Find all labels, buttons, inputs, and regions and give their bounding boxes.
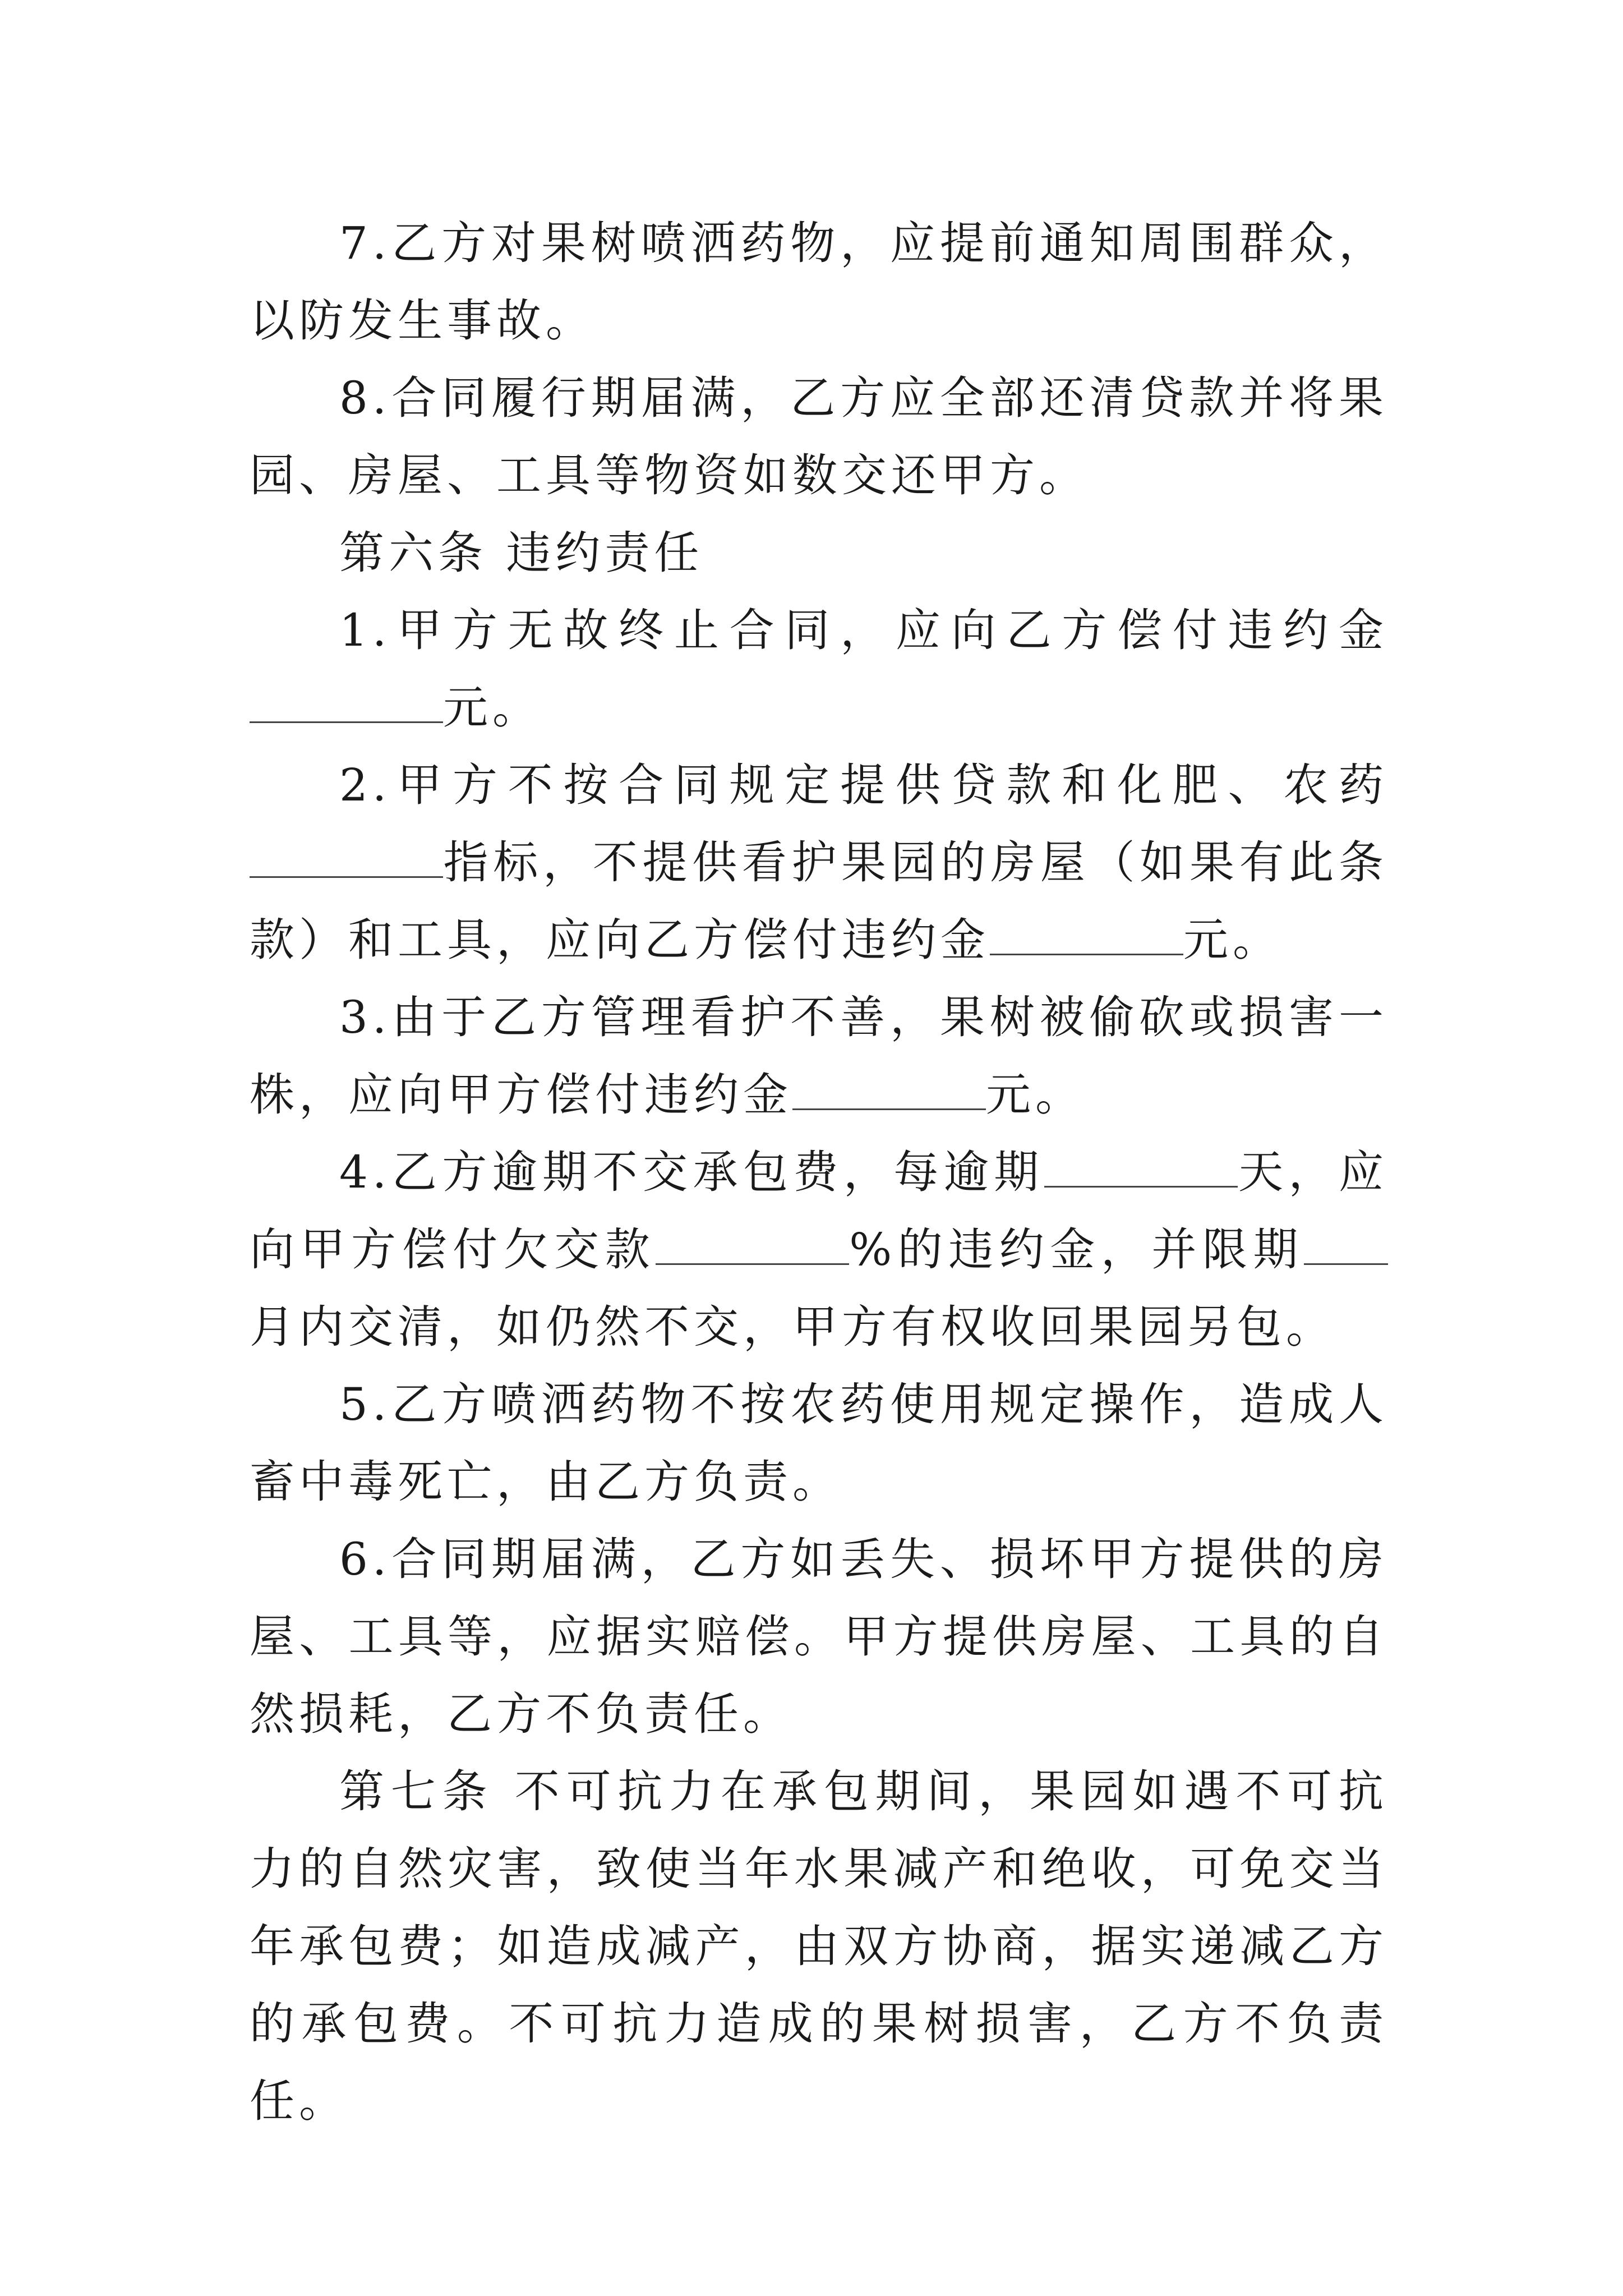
clause-text: 元。 [443,682,542,734]
clause-text: 元。 [1183,914,1282,966]
fill-in-blank[interactable] [656,1223,849,1265]
fill-in-blank[interactable] [990,913,1183,955]
article-6-item-2 [250,747,1388,979]
fill-in-blank[interactable] [1044,1145,1238,1188]
fill-in-blank[interactable] [250,836,443,878]
clause-5-item-7 [250,205,1388,360]
clause-text: 天，应向甲方偿付欠交款 [250,1146,1389,1276]
article-6-item-4 [250,1134,1388,1366]
clause-text: 2.甲方不按合同规定提供贷款和化肥、农药 [339,759,1388,811]
article-6-item-3 [250,979,1388,1134]
article-6-item-6 [250,1521,1388,1753]
clause-text: 指标，不提供看护果园的房屋（如果有此条款）和工具，应向乙方偿付违约金 [250,836,1388,966]
fill-in-blank[interactable] [250,681,443,723]
clause-text: %的违约金，并限期 [849,1223,1304,1276]
document-body [250,205,1388,2140]
clause-5-item-8 [250,360,1388,514]
clause-text: 5.乙方喷洒药物不按农药使用规定操作，造成人畜中毒死亡，由乙方负责。 [250,1378,1388,1508]
clause-text: 3.由于乙方管理看护不善，果树被偷砍或损害一株，应向甲方偿付违约金 [250,991,1388,1121]
article-title: 第六条 违约责任 [339,527,704,579]
fill-in-blank[interactable] [792,1068,986,1110]
clause-text: 8.合同履行期届满，乙方应全部还清贷款并将果园、房屋、工具等物资如数交还甲方。 [250,372,1388,501]
clause-text: 元。 [986,1069,1085,1121]
clause-text: 1.甲方无故终止合同，应向乙方偿付违约金 [339,604,1388,656]
article-6-heading [250,514,1388,592]
clause-text: 第七条 不可抗力在承包期间，果园如遇不可抗力的自然灾害，致使当年水果减产和绝收，可免交当年承包费；如造成减产，由双方协商，据实递减乙方的承包费。不可抗力造成的果树损害，乙方不负责任。 [250,1765,1388,2127]
clause-text: 6.合同期届满，乙方如丢失、损坏甲方提供的房屋、工具等，应据实赔偿。甲方提供房屋、工具的自然损耗，乙方不负责任。 [250,1533,1388,1740]
clause-text: 7.乙方对果树喷洒药物，应提前通知周围群众，以防发生事故。 [250,217,1388,347]
fill-in-blank[interactable] [1304,1223,1388,1265]
clause-text: 4.乙方逾期不交承包费，每逾期 [339,1146,1044,1198]
article-6-item-5 [250,1366,1388,1521]
clause-text: 月内交清，如仍然不交，甲方有权收回果园另包。 [250,1301,1335,1353]
article-7 [250,1753,1388,2140]
article-6-item-1 [250,592,1388,747]
